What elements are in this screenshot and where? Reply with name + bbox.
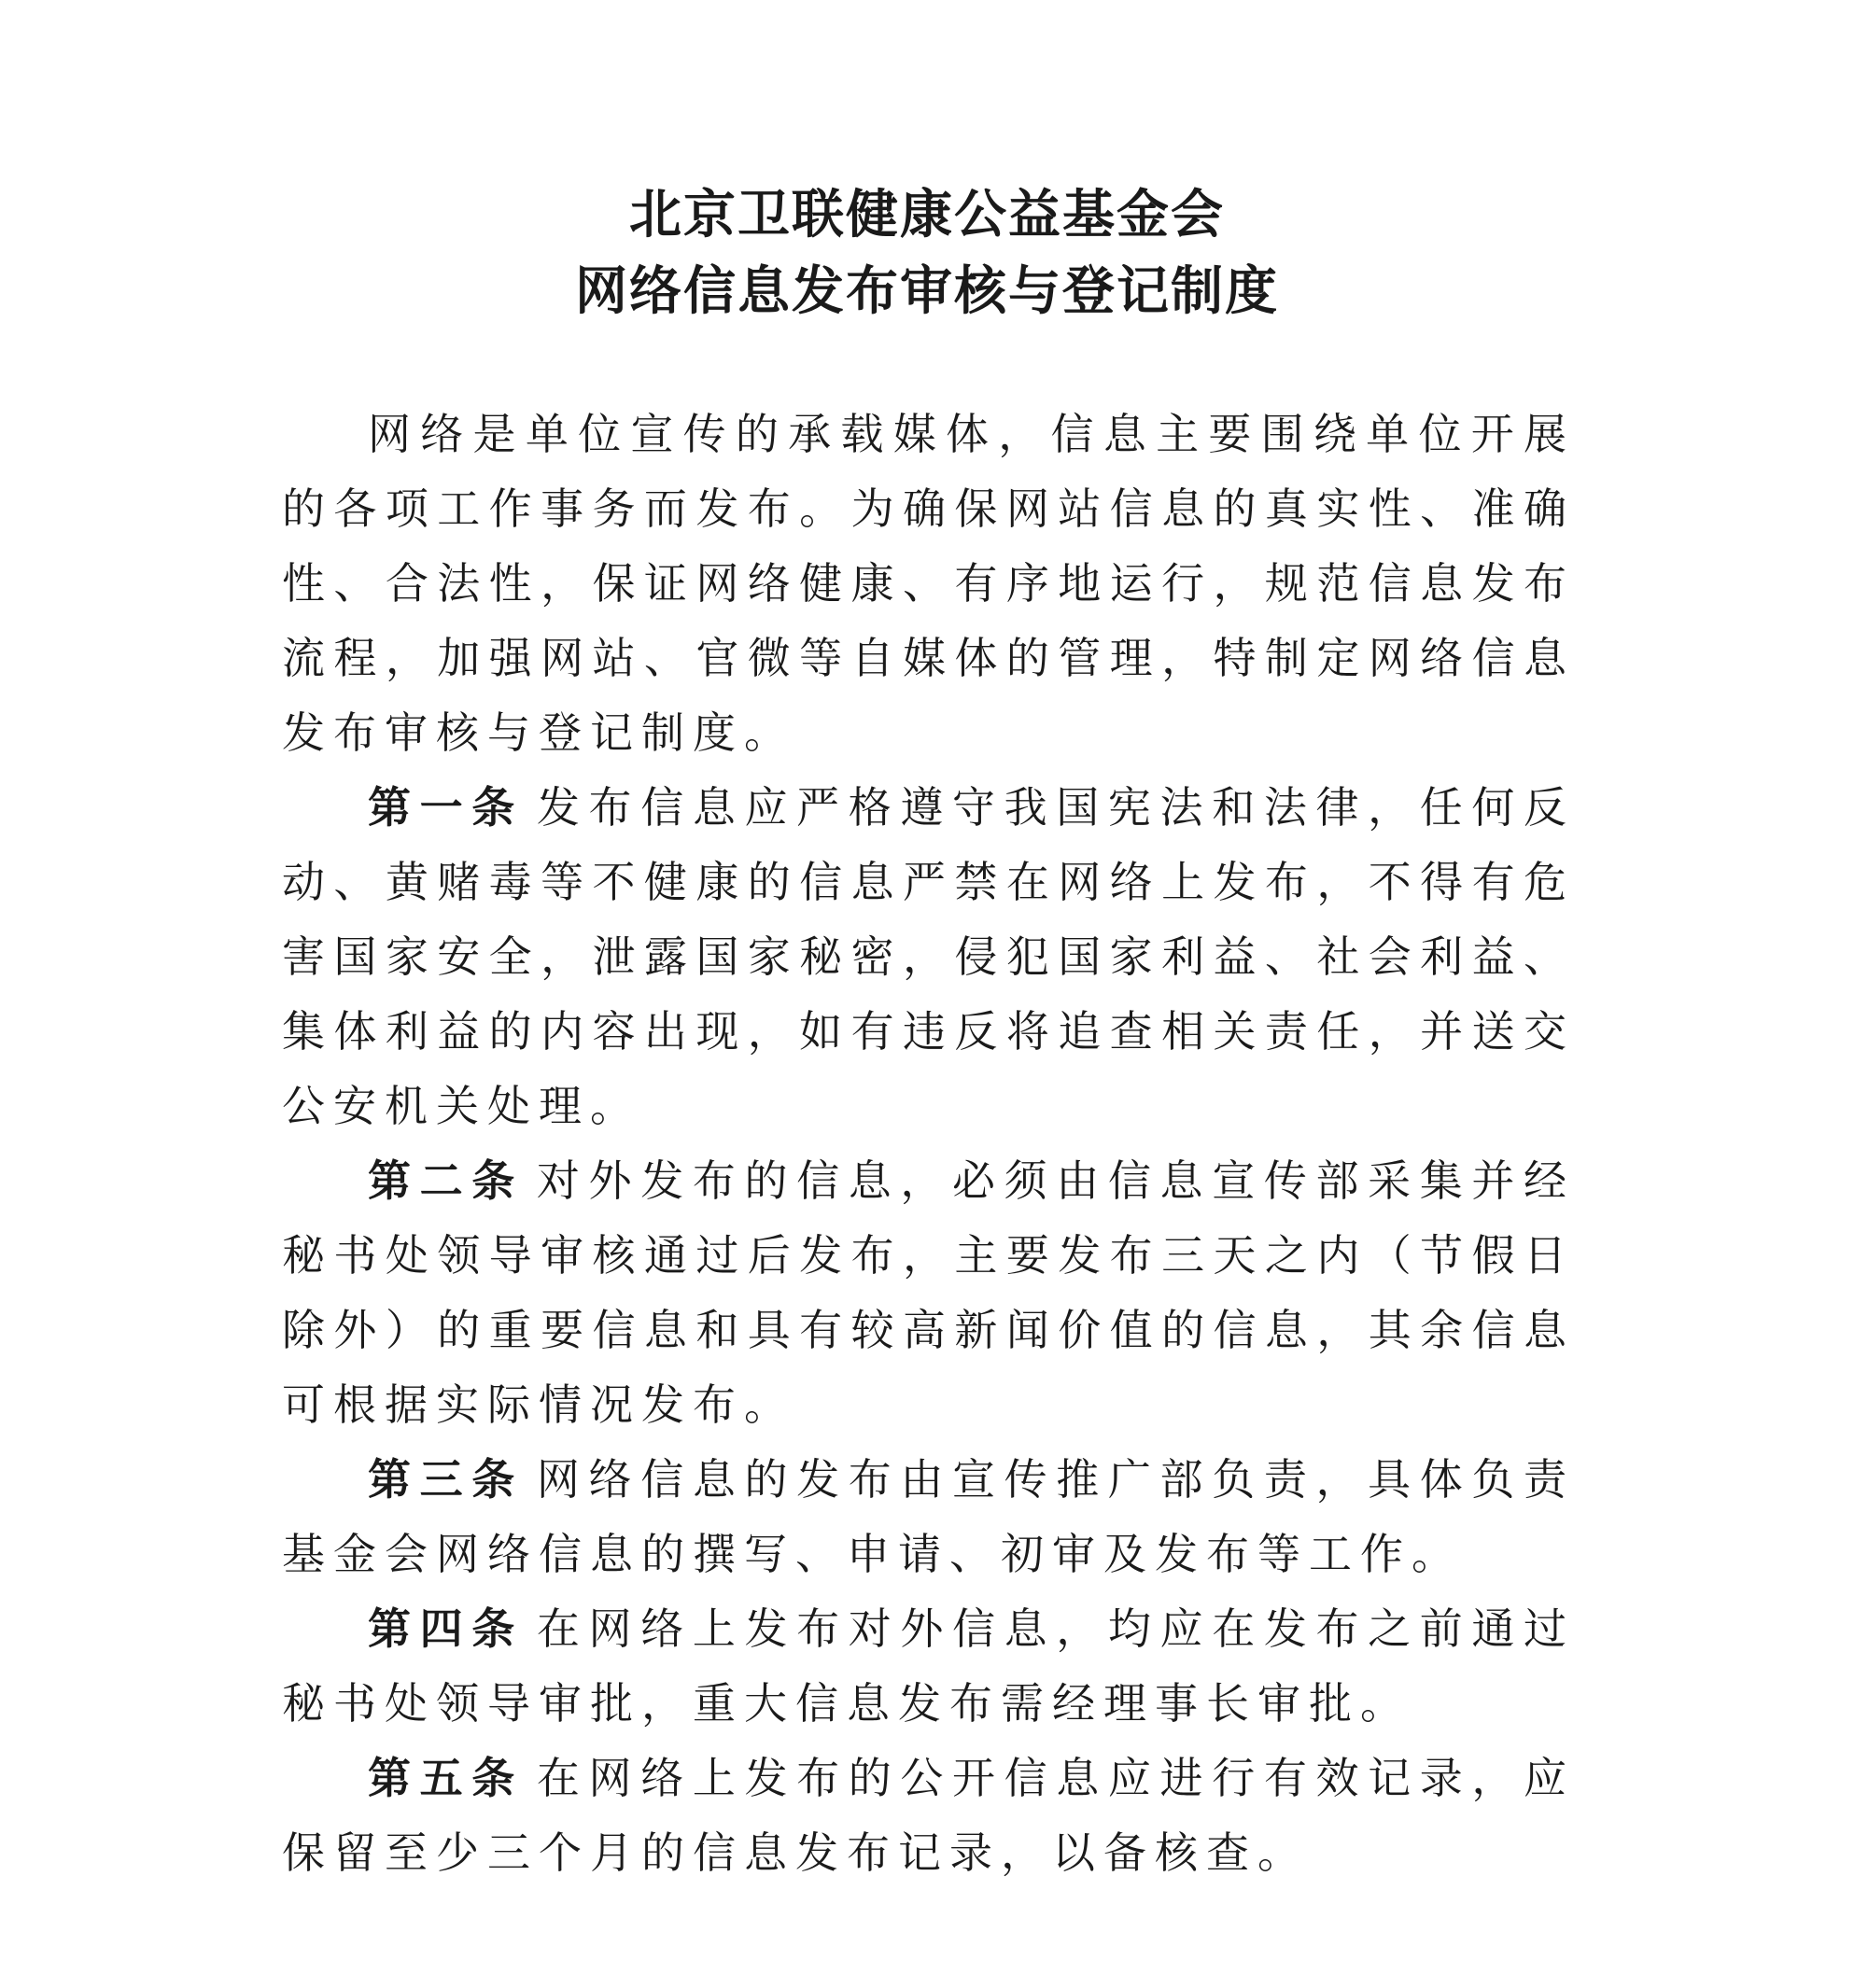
article-label-5: 第五条	[368, 1753, 524, 1803]
document-title-line-1: 北京卫联健康公益基金会	[629, 184, 1225, 245]
document-body	[282, 397, 1575, 1890]
article-paragraph-1	[282, 770, 1575, 1143]
article-paragraph-5	[282, 1741, 1575, 1890]
article-paragraph-4	[282, 1591, 1575, 1741]
article-text-3: 网络信息的发布由宣传推广部负责，具体负责基金会网络信息的撰写、申请、初审及发布等工作。	[282, 1454, 1576, 1579]
article-text-1: 发布信息应严格遵守我国宪法和法律，任何反动、黄赌毒等不健康的信息严禁在网络上发布，不得有危害国家安全，泄露国家秘密，侵犯国家利益、社会利益、集体利益的内容出现，如有违反将追查相关责任，并送交公安机关处理。	[282, 782, 1576, 1131]
article-label-2: 第二条	[368, 1155, 524, 1206]
article-text-5: 在网络上发布的公开信息应进行有效记录，应保留至少三个月的信息发布记录，以备核查。	[282, 1753, 1576, 1878]
article-paragraph-2	[282, 1143, 1575, 1442]
article-label-3: 第三条	[368, 1454, 524, 1505]
article-paragraph-3	[282, 1442, 1575, 1591]
article-text-2: 对外发布的信息，必须由信息宣传部采集并经秘书处领导审核通过后发布，主要发布三天之内（节假日除外）的重要信息和具有较高新闻价值的信息，其余信息可根据实际情况发布。	[282, 1155, 1576, 1430]
intro-paragraph: 网络是单位宣传的承载媒体，信息主要围绕单位开展的各项工作事务而发布。为确保网站信息的真实性、准确性、合法性，保证网络健康、有序地运行，规范信息发布流程，加强网站、官微等自媒体的管理，特制定网络信息发布审核与登记制度。	[282, 409, 1575, 758]
article-label-4: 第四条	[368, 1603, 524, 1654]
document-title-line-2: 网络信息发布审核与登记制度	[575, 260, 1279, 322]
article-text-4: 在网络上发布对外信息，均应在发布之前通过秘书处领导审批，重大信息发布需经理事长审批。	[282, 1603, 1576, 1729]
article-label-1: 第一条	[368, 782, 524, 833]
